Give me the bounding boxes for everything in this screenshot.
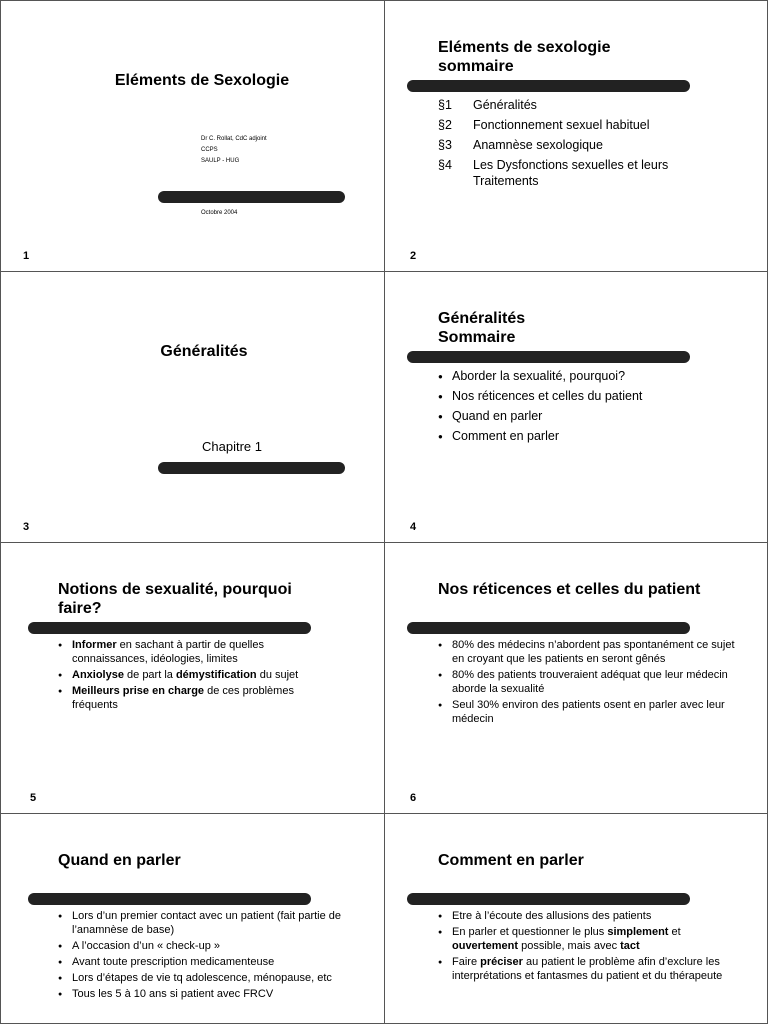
list-item: ● Comment en parler: [438, 428, 738, 444]
bullet-list: [438, 368, 738, 448]
bullet-list: [58, 638, 320, 714]
slide-5: [0, 543, 384, 814]
slide-title: Nos réticences et celles du patient: [438, 581, 701, 598]
slide-title: Généralités: [160, 343, 248, 360]
slide-title: Quand en parler: [58, 852, 181, 869]
title-bar: [407, 80, 690, 92]
list-item: ● Lors d’un premier contact avec un patient (fait partie de l’anamnèse de base): [58, 909, 363, 937]
list-item: ● En parler et questionner le plus simplement et ouvertement possible, mais avec tact: [438, 925, 743, 953]
author-line: CCPS: [201, 147, 218, 153]
list-item: ● Nos réticences et celles du patient: [438, 388, 738, 404]
slide-number: 3: [23, 521, 30, 533]
section-list: [438, 97, 728, 193]
slide-2: [385, 0, 768, 271]
title-bar: [28, 622, 311, 634]
title-bar: [407, 893, 690, 905]
list-item: ● Quand en parler: [438, 408, 738, 424]
slide-title: Eléments de Sexologie: [114, 72, 290, 89]
chapter-subtitle: Chapitre 1: [202, 439, 262, 454]
author-line: SAULP - HUG: [201, 158, 240, 164]
title-bar: [158, 462, 345, 474]
date-text: Octobre 2004: [201, 210, 238, 216]
slide-title: Comment en parler: [438, 852, 584, 869]
list-item: ● Seul 30% environ des patients osent en parler avec leur médecin: [438, 698, 738, 726]
list-item: ● 80% des médecins n’abordent pas spontanément ce sujet en croyant que les patients en seront gênés: [438, 638, 738, 666]
title-bar: [158, 191, 345, 203]
slide-number: 4: [410, 521, 417, 533]
section-item: §1 Généralités: [438, 98, 537, 112]
author-line: Dr C. Rollat, CdC adjoint: [201, 136, 267, 142]
list-item: ● Aborder la sexualité, pourquoi?: [438, 368, 738, 384]
slide-4: [385, 272, 768, 543]
list-item: ● Faire préciser au patient le problème afin d’exclure les interprétations et fantasmes du patient et du thérapeute: [438, 955, 743, 983]
slide-title: Sommaire: [438, 329, 516, 346]
slide-6: [385, 543, 768, 814]
list-item: ● Tous les 5 à 10 ans si patient avec FRCV: [58, 987, 363, 1001]
list-item: ● Anxiolyse de part la démystification du sujet: [58, 668, 320, 682]
list-item: ● Informer en sachant à partir de quelles connaissances, idéologies, limites: [58, 638, 320, 666]
section-item: §2 Fonctionnement sexuel habituel: [438, 118, 650, 132]
title-bar: [407, 622, 690, 634]
slide-number: 6: [410, 792, 417, 804]
section-item: §3 Anamnèse sexologique: [438, 138, 603, 152]
list-item: ● Lors d’étapes de vie tq adolescence, ménopause, etc: [58, 971, 363, 985]
slide-8: [385, 814, 768, 1024]
title-bar: [28, 893, 311, 905]
list-item: ● Etre à l’écoute des allusions des patients: [438, 909, 743, 923]
bullet-list: [438, 638, 738, 728]
slide-7: [0, 814, 384, 1024]
slide-number: 5: [30, 792, 37, 804]
list-item: ● 80% des patients trouveraient adéquat que leur médecin aborde la sexualité: [438, 668, 738, 696]
slide-title: Notions de sexualité, pourquoi faire?: [58, 581, 292, 617]
list-item: ● Meilleurs prise en charge de ces problèmes fréquents: [58, 684, 320, 712]
slide-number: 1: [23, 250, 30, 262]
list-item: ● Avant toute prescription medicamenteuse: [58, 955, 363, 969]
slide-title: Généralités: [438, 310, 526, 327]
list-item: ● A l’occasion d’un « check-up »: [58, 939, 363, 953]
slide-number: 2: [410, 250, 417, 262]
slide-title: Eléments de sexologie sommaire: [438, 39, 611, 75]
section-item: §4 Les Dysfonctions sexuelles et leurs Traitements: [438, 158, 669, 188]
title-bar: [407, 351, 690, 363]
slide-3: [0, 272, 384, 543]
bullet-list: [58, 909, 363, 1003]
bullet-list: [438, 909, 743, 985]
slide-1: [0, 0, 384, 271]
